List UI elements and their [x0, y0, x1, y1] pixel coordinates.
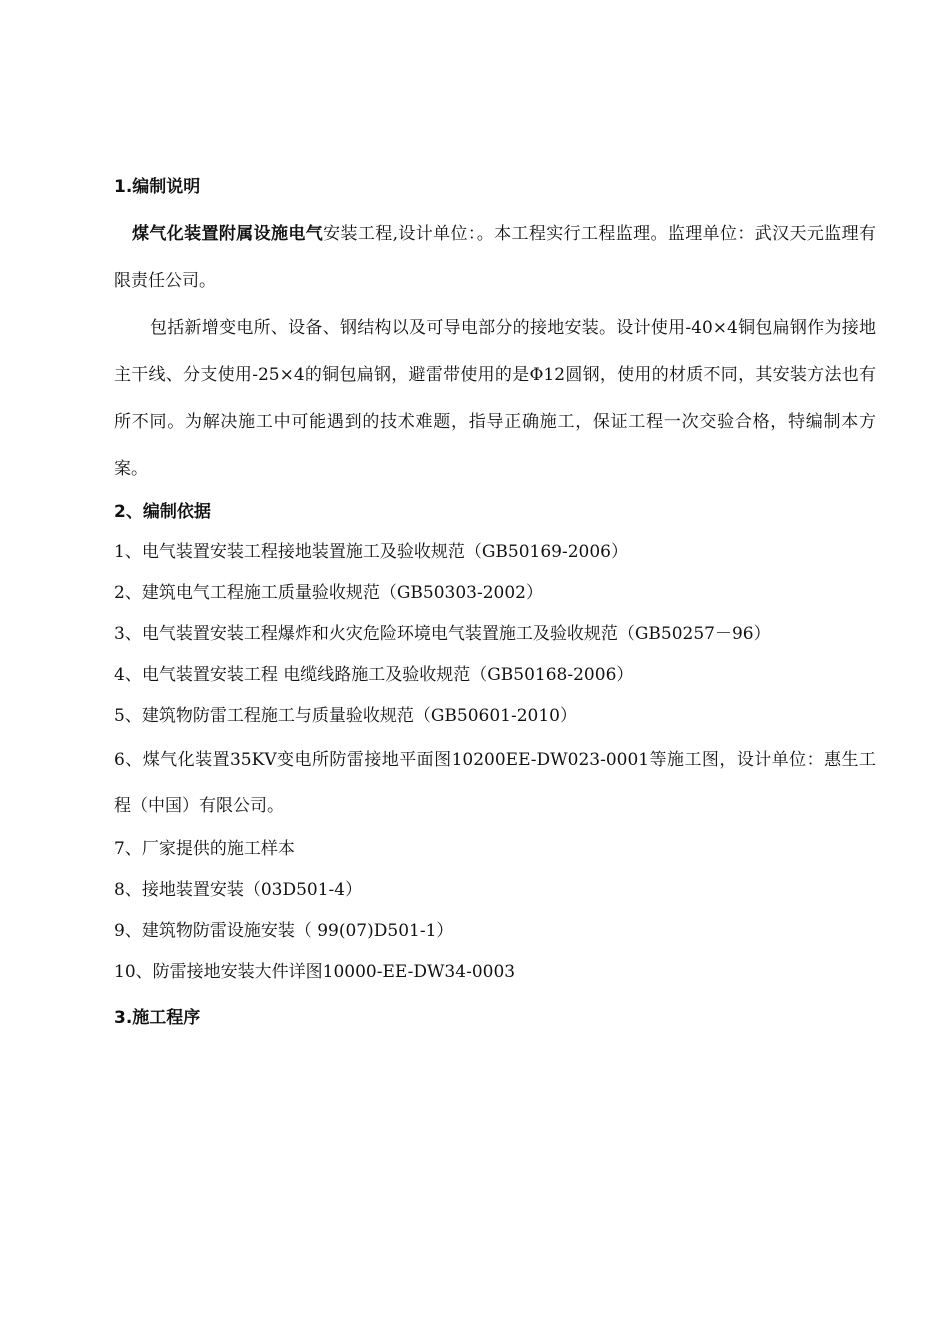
- reference-item-8: 8、接地装置安装（03D501-4）: [114, 880, 363, 900]
- section-1-heading: 1.编制说明: [114, 177, 201, 197]
- section-2-heading: 2、编制依据: [114, 502, 211, 522]
- reference-item-3: 3、电气装置安装工程爆炸和火灾危险环境电气装置施工及验收规范（GB50257－96）: [114, 624, 771, 644]
- section-3-heading: 3.施工程序: [114, 1008, 201, 1028]
- reference-list: [114, 532, 876, 993]
- section-1-paragraph-1-text: 安装工程,设计单位：。本工程实行工程监理。监理单位：武汉天元监理有限责任公司。: [114, 224, 877, 291]
- section-1-paragraph-2: 包括新增变电所、设备、钢结构以及可导电部分的接地安装。设计使用-40×4铜包扁钢作为接地主干线、分支使用-25×4的铜包扁钢，避雷带使用的是Φ12圆钢，使用的材质不同，其安装方法也有所不同。为解决施工中可能遇到的技术难题，指导正确施工，保证工程一次交验合格，特编制本方案。: [114, 318, 876, 479]
- section-1-paragraph-1: [114, 211, 876, 305]
- reference-item-10: 10、防雷接地安装大件详图10000-EE-DW34-0003: [114, 962, 516, 982]
- reference-item-4: 4、电气装置安装工程 电缆线路施工及验收规范（GB50168-2006）: [114, 665, 634, 685]
- project-name: 煤气化装置附属设施电气: [132, 224, 324, 244]
- reference-item-2: 2、建筑电气工程施工质量验收规范（GB50303-2002）: [114, 583, 543, 603]
- reference-item-7: 7、厂家提供的施工样本: [114, 839, 295, 859]
- document-page: [114, 172, 876, 1033]
- reference-item-5: 5、建筑物防雷工程施工与质量验收规范（GB50601-2010）: [114, 706, 577, 726]
- reference-item-1: 1、电气装置安装工程接地装置施工及验收规范（GB50169-2006）: [114, 542, 628, 562]
- reference-item-6: 6、煤气化装置35KV变电所防雷接地平面图10200EE-DW023-0001等施工图，设计单位：惠生工程（中国）有限公司。: [114, 750, 876, 816]
- reference-item-9: 9、建筑物防雷设施安装（ 99(07)D501-1）: [114, 921, 454, 941]
